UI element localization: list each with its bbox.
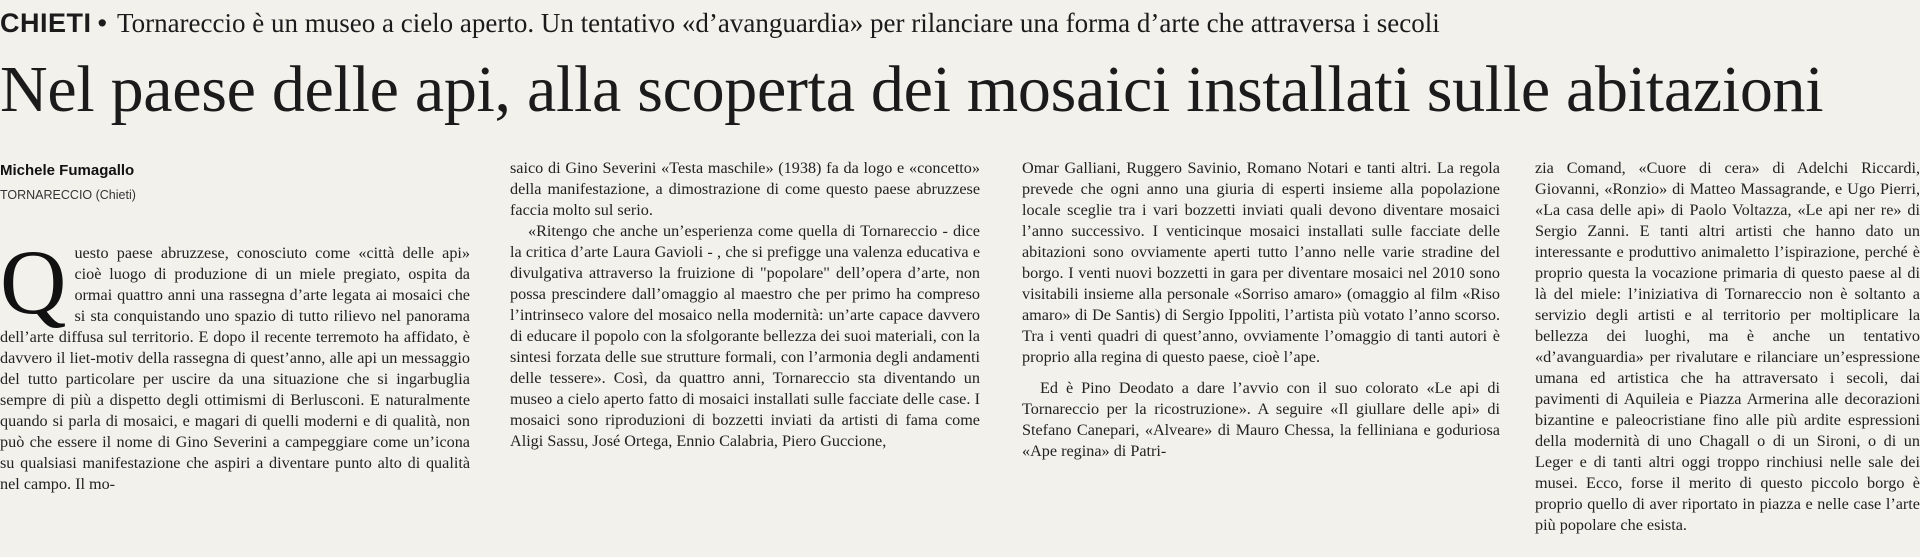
article-column-4: [1535, 158, 1920, 557]
kicker-text: Tornareccio è un museo a cielo aperto. Un tentativo «d’avanguardia» per rilanciare una forma d’arte che attraversa i secoli: [116, 8, 1440, 38]
section-label: CHIETI: [0, 8, 92, 38]
drop-cap: Q: [0, 231, 67, 333]
article-column-1: [0, 158, 470, 557]
article-column-2: [510, 158, 980, 557]
kicker-separator: •: [97, 8, 107, 38]
author-byline: Michele Fumagallo: [0, 162, 135, 179]
article-kicker: [0, 6, 1920, 40]
body-paragraph: Omar Galliani, Ruggero Savinio, Romano Notari e tanti altri. La regola prevede che ogni anno una giuria di esperti insieme alla popolazione locale sceglie tra i vari bozzetti inviati quali devono diventare mosaici l’anno successivo. I venticinque mosaici installati sulle facciate delle abitazioni sono ovviamente aperti tutto l’anno nelle varie stradine del borgo. I venti nuovi bozzetti in gara per diventare mosaici nel 2010 sono visitabili insieme alla personale «Sorriso amaro» (omaggio al film «Riso amaro» di De Santis) di Sergio Ippoliti, l’artista più votato l’anno scorso. Tra i venti quadri di quest’anno, ovviamente l’omaggio di tanti autori è proprio alla regina di questo paese, cioè l’ape.: [1022, 159, 1500, 366]
body-paragraph: saico di Gino Severini «Testa maschile» (1938) fa da logo e «concetto» della manifestazione, a dimostrazione di come questo paese abruzzese faccia molto sul serio.: [510, 159, 980, 219]
body-paragraph: Ed è Pino Deodato a dare l’avvio con il suo colorato «Le api di Tornareccio per la ricostruzione». A seguire «Il giullare delle api» di Stefano Canepari, «Alveare» di Mauro Chessa, la felliniana e goduriosa «Ape regina» di Patri-: [1022, 379, 1500, 460]
body-paragraph: «Ritengo che anche un’esperienza come quella di Tornareccio - dice la critica d’arte Laura Gavioli - , che si prefigge una valenza educativa e divulgativa attraverso la fruizione di "popolare" dell’opera d’arte, non possa prescindere dall’omaggio al maestro che per primo ha compreso l’intrinseco valore del mosaico nella modernità: un’arte capace davvero di educare il popolo con la sfolgorante bellezza dei suoi materiali, con la sintesi forzata delle sue strutture formali, con l’armonia degli andamenti delle tessere». Così, da quattro anni, Tornareccio sta diventando un museo a cielo aperto fatto di mosaici installati sulle facciate delle case. I mosaici sono riproduzioni di bozzetti inviati da artisti di fama come Aligi Sassu, José Ortega, Ennio Calabria, Piero Guccione,: [510, 222, 980, 450]
dateline: TORNARECCIO (Chieti): [0, 188, 136, 202]
body-paragraph: zia Comand, «Cuore di cera» di Adelchi Riccardi, Giovanni, «Ronzio» di Matteo Massagrande, e Ugo Pierri, «La casa delle api» di Paolo Voltazza, «Le api ner re» di Sergio Zanni. E tanti altri artisti che hanno dato un interessante e produttivo animaletto l’ispirazione, perché è proprio questa la vocazione primaria di questo paese al di là del miele: l’iniziativa di Tornareccio non è soltanto a servizio degli artisti e al territorio per moltiplicare la bellezza dei luoghi, ma è anche un tentativo «d’avanguardia» per rivalutare e rilanciare un’espressione umana ed artistica che ha attraversato i secoli, dai pavimenti di Aquileia e Piazza Armerina alle decorazioni bizantine e paleocristiane fino alle più ardite espressioni della modernità di uno Chagall o di un Sironi, o di un Leger e di tanti altri oggi troppo rinchiusi nelle sale dei musei. Ecco, forse il merito di questo piccolo borgo è proprio quello di aver riportato in piazza e nelle case l’arte più popolare che esista.: [1535, 159, 1920, 534]
lead-paragraph: [0, 231, 470, 495]
article-column-3: [1022, 158, 1500, 557]
article-headline: Nel paese delle api, alla scoperta dei mosaici installati sulle abitazioni: [0, 53, 1824, 126]
body-paragraph: uesto paese abruzzese, conosciuto come «città delle api» cioè luogo di produzione di un miele pregiato, ospita da ormai quattro anni una rassegna d’arte legata ai mosaici che si sta conquistando uno spazio di tutto rilievo nel panorama dell’arte diffusa sul territorio. E dopo il recente terremoto ha affidato, è davvero il liet-motiv della rassegna di quest’anno, alle api un messaggio del tutto particolare per uscire da una situazione che si ingarbuglia sempre di più a dispetto degli ottimismi di Berlusconi. E naturalmente quando si parla di mosaici, e magari di quelli moderni e di qualità, non può che essere il nome di Gino Severini a campeggiare come un’icona su qualsiasi manifestazione che aspiri a diventare punto alto di qualità nel campo. Il mo-: [0, 244, 470, 493]
